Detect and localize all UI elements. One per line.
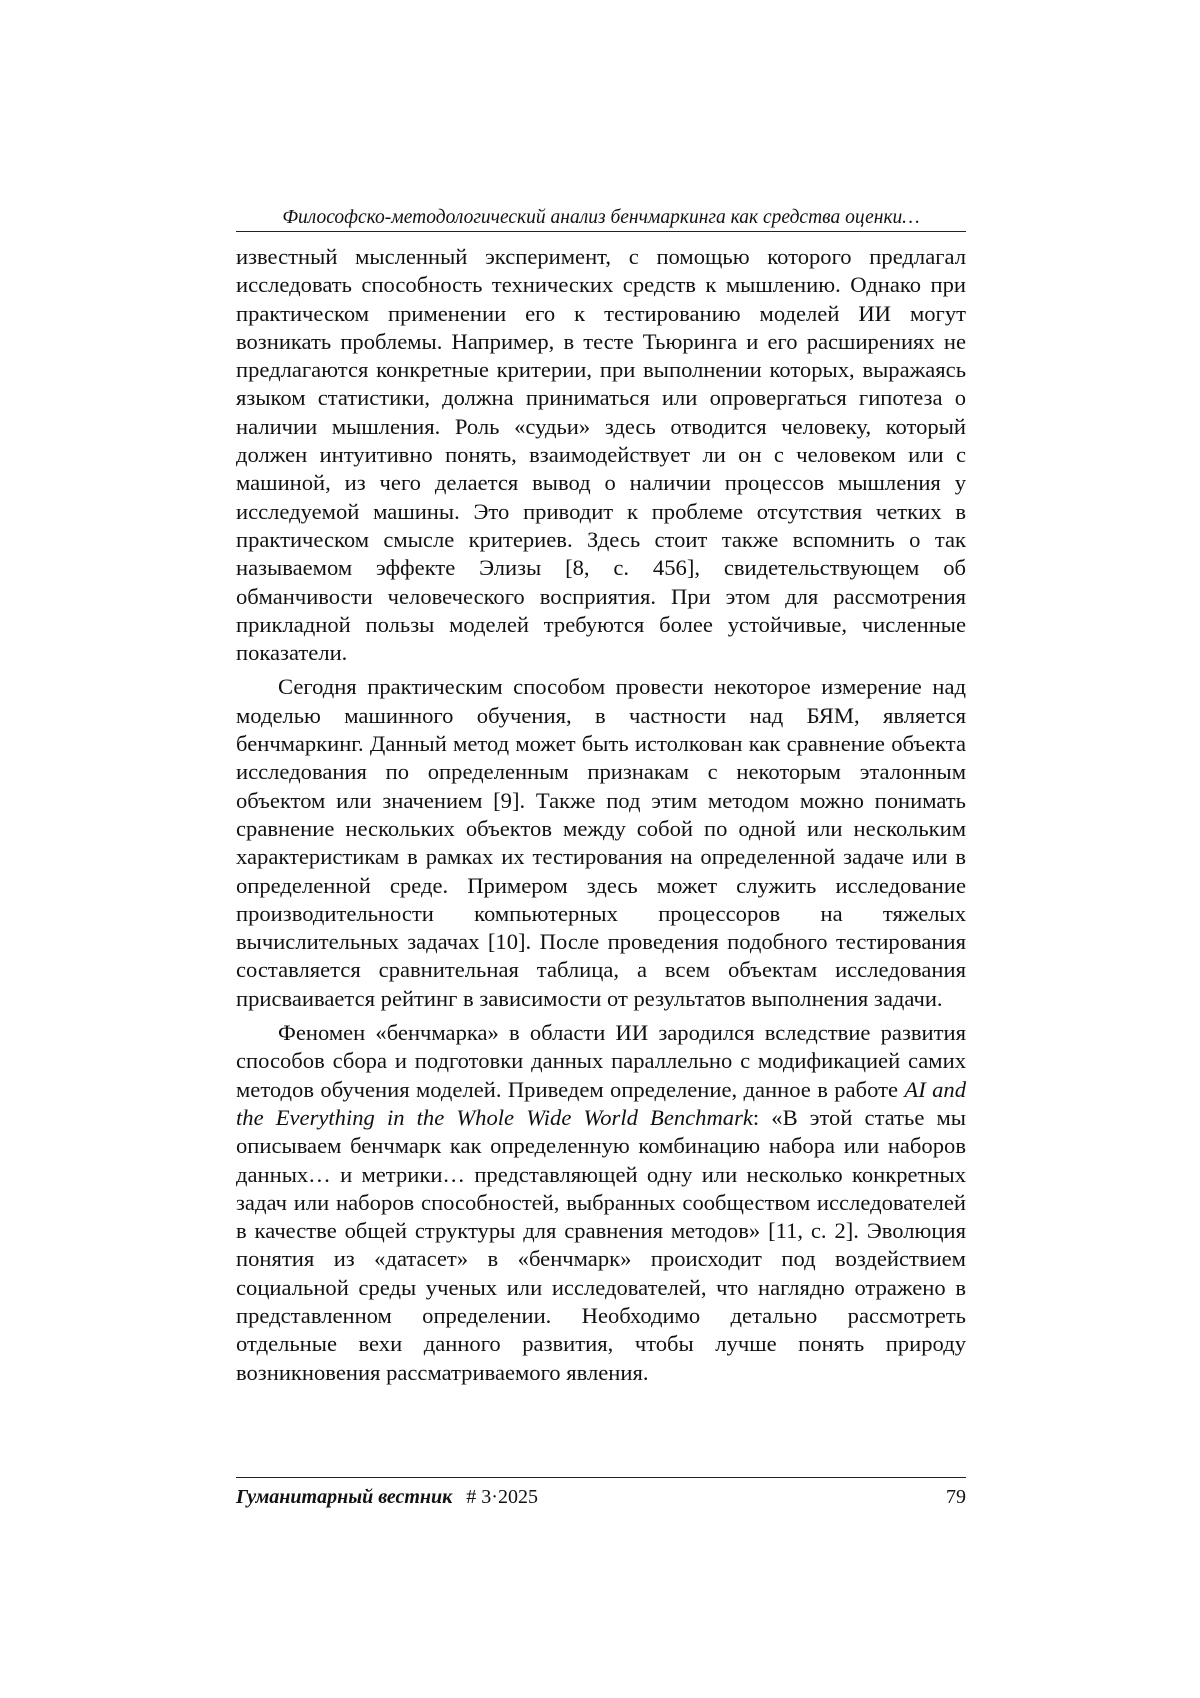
- running-header: Философско-методологический анализ бенчмаркинга как средства оценки…: [282, 207, 920, 228]
- paragraph-1: известный мысленный эксперимент, с помощью которого предлагал исследовать способность технических средств к мышлению. Однако при практическом применении его к тестированию моделей ИИ могут возникать проблемы. Например, в тесте Тьюринга и его расширениях не предлагаются конкретные критерии, при выполнении которых, выражаясь языком статистики, должна приниматься или опровергаться гипотеза о наличии мышления. Роль «судьи» здесь отводится человеку, который должен интуитивно понять, взаимодействует ли он с человеком или с машиной, из чего делается вывод о наличии процессов мышления у исследуемой машины. Это приводит к проблеме отсутствия четких в практическом смысле критериев. Здесь стоит также вспомнить о так называемом эффекте Элизы [8, с. 456], свидетельствующем об обманчивости человеческого восприятия. При этом для рассмотрения прикладной пользы моделей требуются более устойчивые, численные показатели.: [236, 244, 966, 666]
- page-footer: [236, 1484, 966, 1510]
- paragraph-3-text-after-title: : «В этой статье мы описываем бенчмарк как определенную комбинацию набора или наборов данных… и метрики… представляющей одну или несколько конкретных задач или наборов способностей, выбранных сообществом исследователей в качестве общей структуры для сравнения методов» [11, с. 2]. Эволюция понятия из «датасет» в «бенчмарк» происходит под воздействием социальной среды ученых или исследователей, что наглядно отражено в представленном определении. Необходимо детально рассмотреть отдельные вехи данного развития, чтобы лучше понять природу возникновения рассматриваемого явления.: [236, 1104, 966, 1385]
- page-number: 79: [946, 1486, 966, 1508]
- paragraph-3: [236, 1019, 966, 1387]
- issue-number: # 3·2025: [466, 1486, 538, 1508]
- document-page: [236, 0, 966, 1698]
- paragraph-2: Сегодня практическим способом провести некоторое измерение над моделью машинного обучения, в частности над БЯМ, является бенчмаркинг. Данный метод может быть истолкован как сравнение объекта исследования по определенным признакам с некоторым эталонным объектом или значением [9]. Также под этим методом можно понимать сравнение нескольких объектов между собой по одной или нескольким характеристикам в рамках их тестирования на определенной задаче или в определенной среде. Примером здесь может служить исследование производительности компьютерных процессоров на тяжелых вычислительных задачах [10]. После проведения подобного тестирования составляется сравнительная таблица, а всем объектам исследования присваивается рейтинг в зависимости от результатов выполнения задачи.: [236, 674, 966, 1011]
- journal-name: Гуманитарный вестник: [236, 1486, 453, 1508]
- footer-rule: [236, 1477, 966, 1478]
- cited-work-title: AI and the Everything in the Whole Wide World Benchmark: [236, 1076, 966, 1130]
- paragraph-3-text-before-title: Феномен «бенчмарка» в области ИИ зародился вследствие развития способов сбора и подготовки данных параллельно с модификацией самих методов обучения моделей. Приведем определение, данное в работе: [236, 1020, 966, 1102]
- body-text: [236, 243, 966, 1387]
- header-rule: [236, 231, 966, 232]
